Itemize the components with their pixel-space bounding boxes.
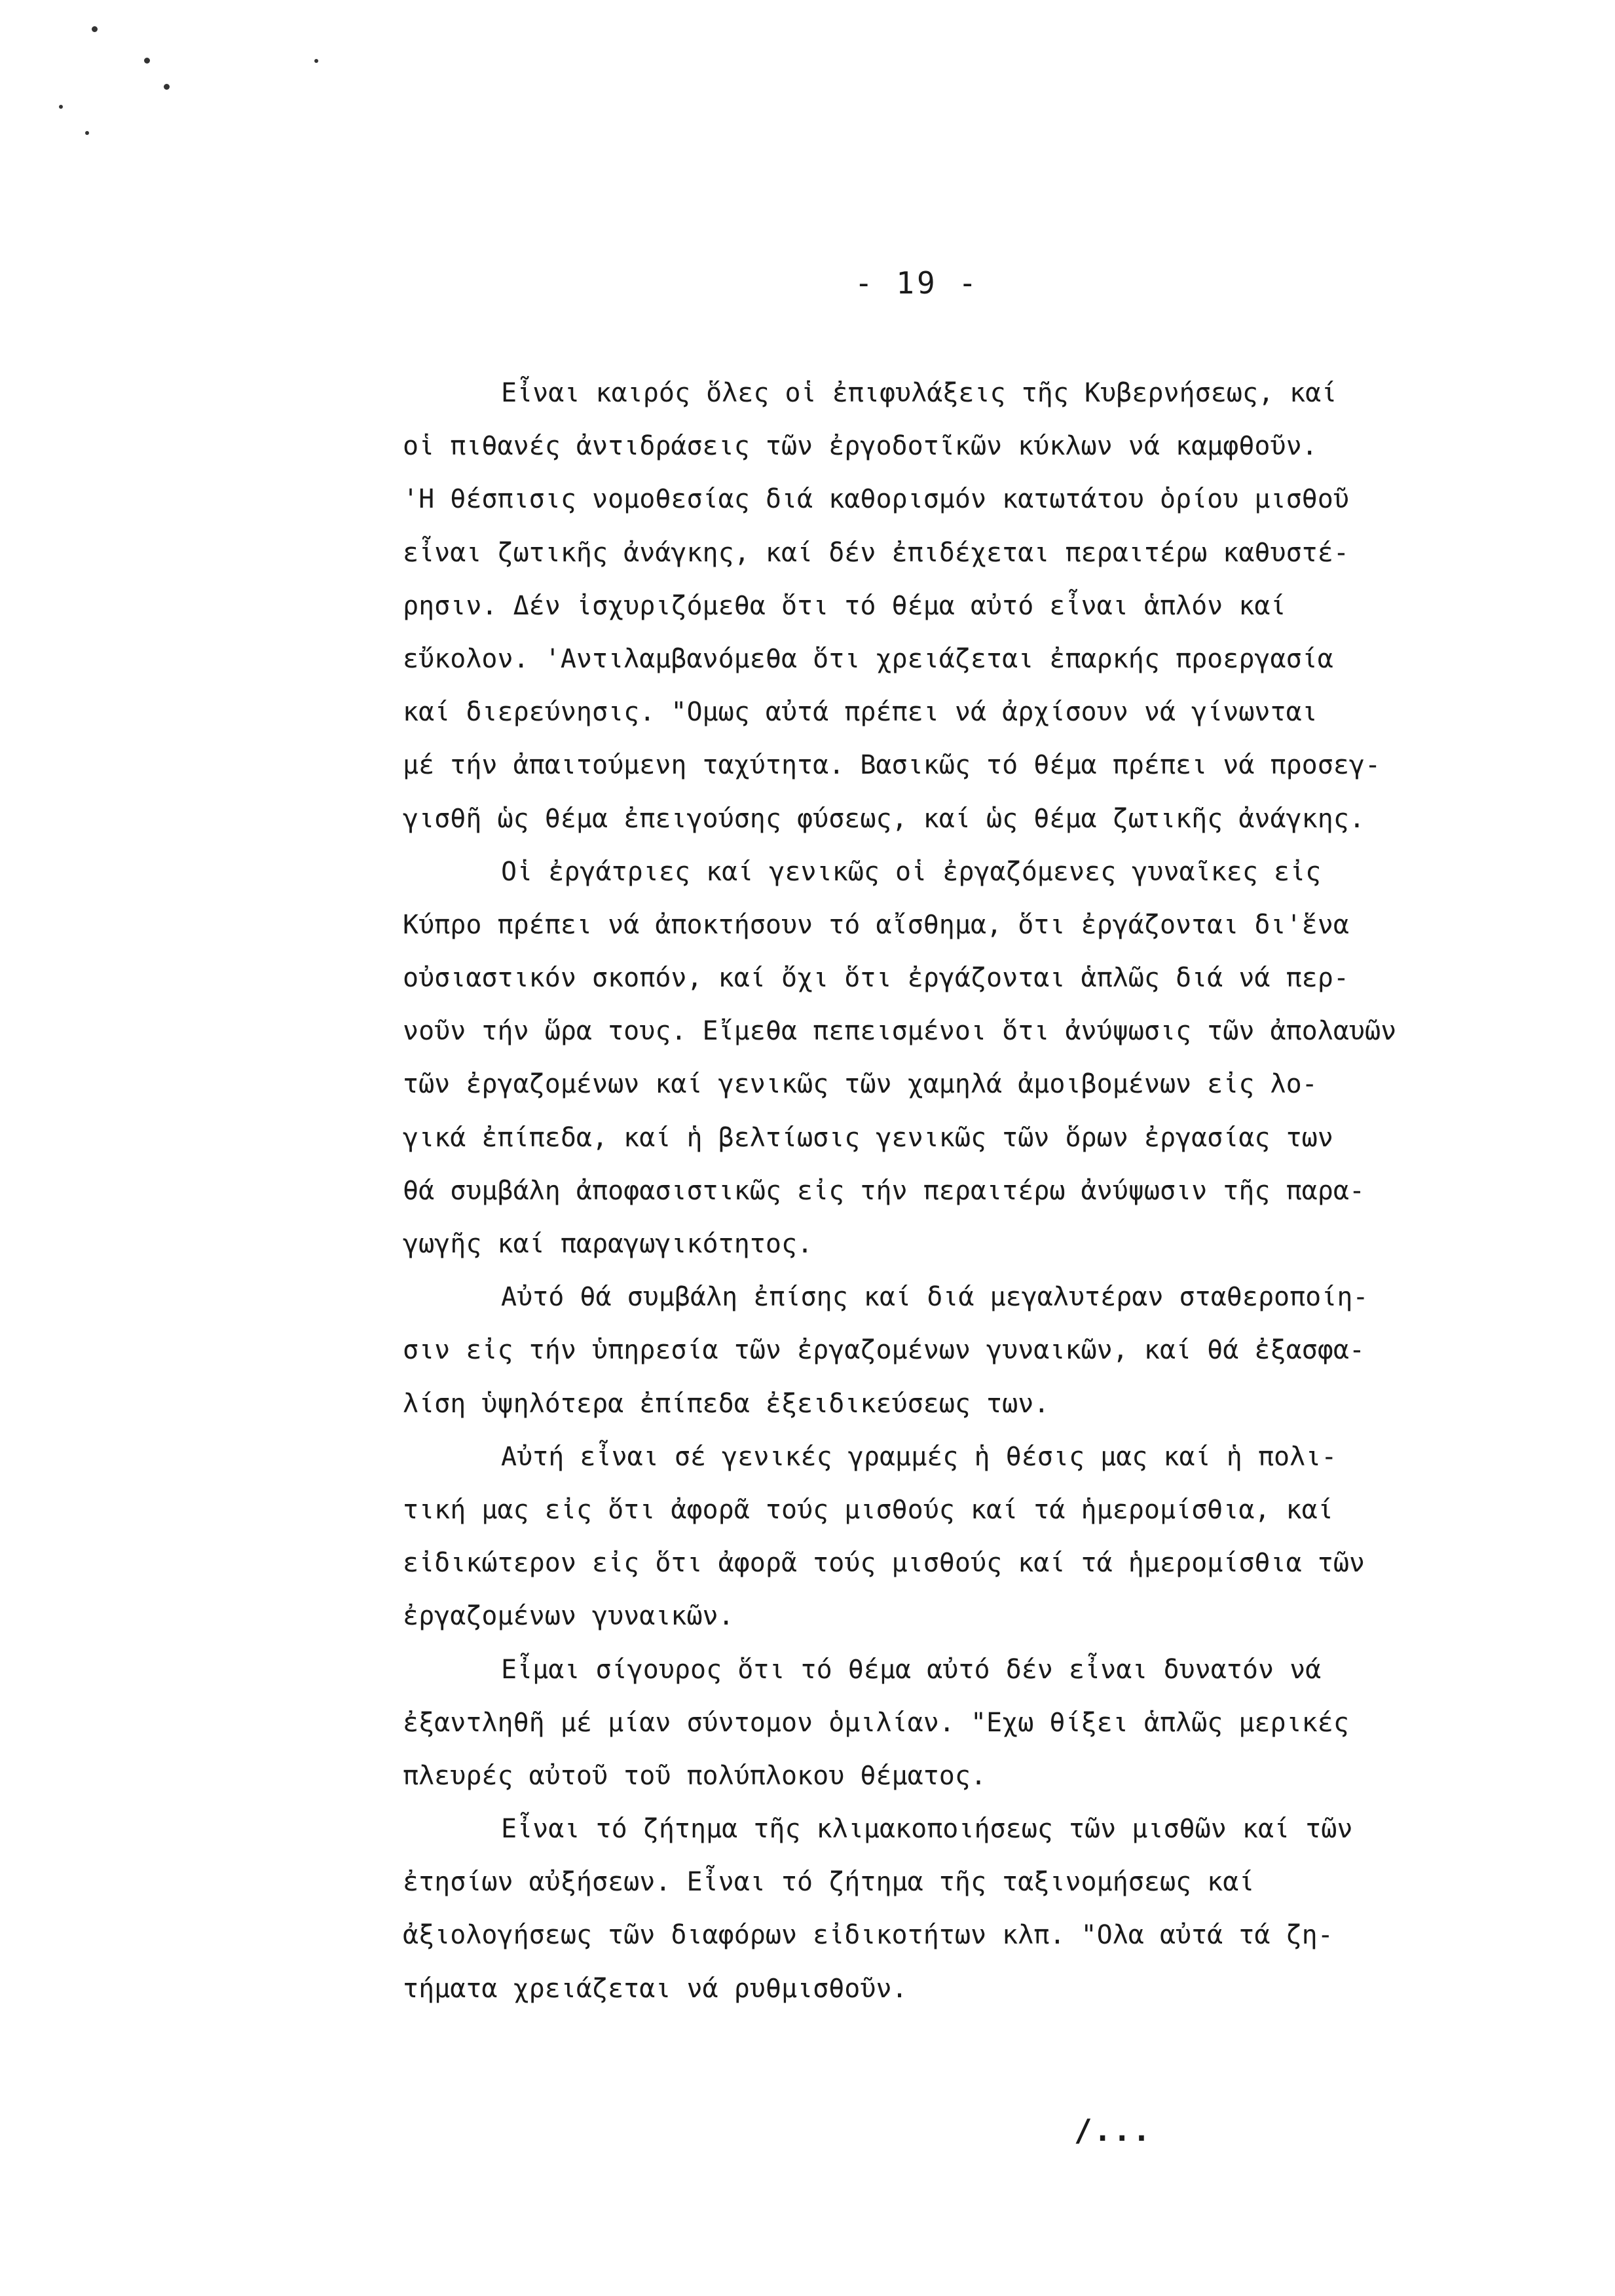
text-line: γικά ἐπίπεδα, καί ἡ βελτίωσις γενικῶς τῶν ὅρων ἐργασίας των <box>403 1122 1333 1153</box>
text-line: Εἶναι καιρός ὅλες οἱ ἐπιφυλάξεις τῆς Κυβερνήσεως, καί <box>501 378 1337 408</box>
scan-speck <box>85 131 89 135</box>
continuation-mark: /... <box>1074 2113 1152 2148</box>
text-line: μέ τήν ἀπαιτούμενη ταχύτητα. Βασικῶς τό θέμα πρέπει νά προσεγ- <box>403 750 1381 781</box>
text-line: 'Η θέσπισις νομοθεσίας διά καθορισμόν κατωτάτου ὁρίου μισθοῦ <box>403 484 1349 515</box>
text-line: θά συμβάλη ἀποφασιστικῶς εἰς τήν περαιτέρω ἀνύψωσιν τῆς παρα- <box>403 1175 1365 1206</box>
text-line: τῶν ἐργαζομένων καί γενικῶς τῶν χαμηλά ἀμοιβομένων εἰς λο- <box>403 1069 1318 1100</box>
text-line: ἐξαντληθῆ μέ μίαν σύντομον ὁμιλίαν. "Εχω θίξει ἁπλῶς μερικές <box>403 1707 1349 1738</box>
text-line: Οἱ ἐργάτριες καί γενικῶς οἱ ἐργαζόμενες γυναῖκες εἰς <box>501 856 1322 887</box>
text-line: εὔκολον. 'Αντιλαμβανόμεθα ὅτι χρειάζεται ἐπαρκής προεργασία <box>403 643 1333 674</box>
text-line: τική μας εἰς ὅτι ἀφορᾶ τούς μισθούς καί τά ἡμερομίσθια, καί <box>403 1494 1333 1525</box>
text-line: εἶναι ζωτικῆς ἀνάγκης, καί δέν ἐπιδέχεται περαιτέρω καθυστέ- <box>403 537 1349 568</box>
scan-speck <box>164 84 170 90</box>
text-line: Εἶναι τό ζήτημα τῆς κλιμακοποιήσεως τῶν μισθῶν καί τῶν <box>501 1814 1353 1845</box>
text-line: ἀξιολογήσεως τῶν διαφόρων εἰδικοτήτων κλπ. "Ολα αὐτά τά ζη- <box>403 1920 1333 1951</box>
text-line: εἰδικώτερον εἰς ὅτι ἀφορᾶ τούς μισθούς καί τά ἡμερομίσθια τῶν <box>403 1548 1365 1579</box>
text-line: Κύπρο πρέπει νά ἀποκτήσουν τό αἴσθημα, ὅτι ἐργάζονται δι'ἕνα <box>403 909 1349 940</box>
scan-speck <box>92 26 98 32</box>
text-line: γισθῆ ὡς θέμα ἐπειγούσης φύσεως, καί ὡς θέμα ζωτικῆς ἀνάγκης. <box>403 803 1365 834</box>
text-line: Αὐτό θά συμβάλη ἐπίσης καί διά μεγαλυτέραν σταθεροποίη- <box>501 1282 1369 1313</box>
text-line: οἱ πιθανές ἀντιδράσεις τῶν ἐργοδοτῖκῶν κύκλων νά καμφθοῦν. <box>403 431 1318 462</box>
text-line: ρησιν. Δέν ἰσχυριζόμεθα ὅτι τό θέμα αὐτό εἶναι ἁπλόν καί <box>403 590 1286 621</box>
text-line: ἐτησίων αὐξήσεων. Εἶναι τό ζήτημα τῆς ταξινομήσεως καί <box>403 1867 1255 1898</box>
text-line: οὐσιαστικόν σκοπόν, καί ὄχι ὅτι ἐργάζονται ἁπλῶς διά νά περ- <box>403 963 1349 994</box>
text-line: λίση ὑψηλότερα ἐπίπεδα ἐξειδικεύσεως των. <box>403 1388 1050 1419</box>
text-line: σιν εἰς τήν ὑπηρεσία τῶν ἐργαζομένων γυναικῶν, καί θά ἐξασφα- <box>403 1335 1365 1366</box>
text-line: ἐργαζομένων γυναικῶν. <box>403 1601 734 1632</box>
text-line: τήματα χρειάζεται νά ρυθμισθοῦν. <box>403 1973 908 2004</box>
text-line: πλευρές αὐτοῦ τοῦ πολύπλοκου θέματος. <box>403 1760 987 1791</box>
scan-speck <box>314 59 318 63</box>
text-line: γωγῆς καί παραγωγικότητος. <box>403 1229 813 1259</box>
scan-speck <box>144 58 150 64</box>
scan-speck <box>59 105 63 109</box>
page-number: - 19 - <box>854 265 980 301</box>
text-line: Αὐτή εἶναι σέ γενικές γραμμές ἡ θέσις μας καί ἡ πολι- <box>501 1441 1337 1472</box>
body-text <box>403 367 1516 2016</box>
text-line: καί διερεύνησις. "Ομως αὐτά πρέπει νά ἀρχίσουν νά γίνωνται <box>403 697 1318 728</box>
text-line: νοῦν τήν ὥρα τους. Εἴμεθα πεπεισμένοι ὅτι ἀνύψωσις τῶν ἀπολαυῶν <box>403 1016 1397 1047</box>
text-line: Εἶμαι σίγουρος ὅτι τό θέμα αὐτό δέν εἶναι δυνατόν νά <box>501 1654 1322 1685</box>
